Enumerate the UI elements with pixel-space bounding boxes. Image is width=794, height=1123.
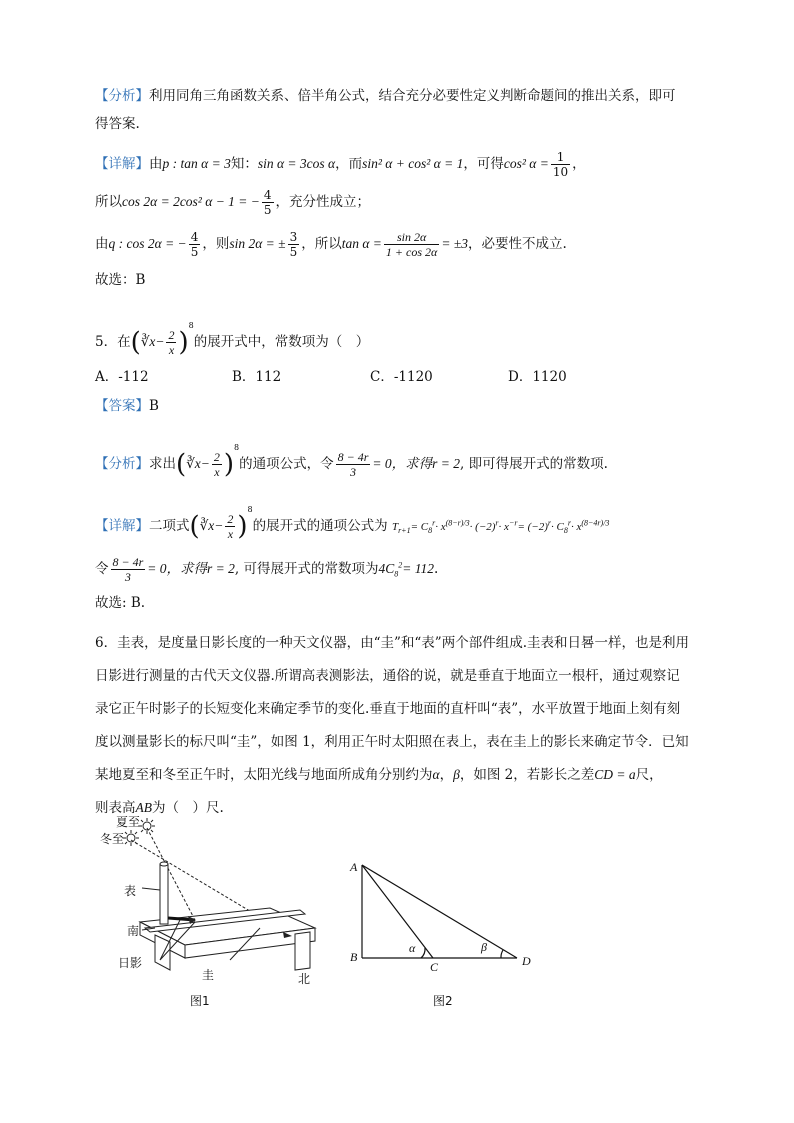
math-expr: sin 2α = ± [229,236,286,251]
superscript: (8−r)/3 [445,518,470,528]
separator: ， [439,767,454,783]
numerator: 4 [190,230,199,244]
text: 求出 [149,456,176,472]
fraction [166,328,176,357]
text: , 可得展开式的常数项为 [234,561,379,577]
text: . [434,561,439,577]
minus: − [200,456,210,471]
option-value: 112 [255,369,282,385]
detail-5-line-1 [95,500,609,541]
minus: − [155,334,165,349]
vertex-a: A [350,860,358,874]
biao-pole [160,862,168,924]
vertex-d: D [522,954,531,968]
q6-line-4 [95,732,689,752]
denominator: 5 [190,245,199,259]
denominator: x [227,527,234,541]
q6-text: 尺， [635,767,663,783]
subscript: 8 [563,526,568,536]
text: 所以 [95,194,122,210]
math-expr: = 112 [402,561,434,576]
analysis-line-1 [95,86,676,106]
alpha-symbol: α [432,767,440,782]
q6-text: 为（ ）尺. [152,800,224,816]
q6-text: 某地夏至和冬至正午时，太阳光线与地面所成角分别约为 [95,767,433,783]
label-shadow: 日影 [118,956,143,970]
figure-1-caption: 图1 [190,994,210,1008]
open-paren: ( [130,327,141,358]
option-a[interactable] [95,365,149,385]
superscript: 2 [398,560,403,570]
analysis-tag: 【分析】 [95,456,149,472]
open-paren: ( [189,511,200,542]
option-label: A． [95,369,119,385]
fraction [111,555,146,584]
text: , 即可得展开式的常数项. [460,456,608,472]
subscript: r+1 [398,526,411,536]
label-north: 北 [298,972,311,986]
conclusion-text: 故选：B [95,272,146,288]
math-expr: = 0，求得 [147,561,208,576]
text: 二项式 [149,518,190,534]
text: ，充分性成立； [275,194,371,210]
label-winter: 冬至 [100,832,125,846]
detail-line-3 [95,230,567,259]
analysis-5 [95,438,608,479]
q6-line-2 [95,666,680,686]
q6-text: 则表高 [95,800,136,816]
option-value: -112 [118,369,149,385]
numerator: 2 [213,450,220,464]
denominator: 3 [350,465,357,479]
numerator: sin 2α [384,230,439,245]
question-text: 的展开式中，常数项为（ ） [193,334,370,350]
math-expr: 4C [378,561,395,576]
option-d[interactable] [508,365,567,385]
figure-2-caption: 图2 [433,994,453,1008]
math-expr: = 0，求得 [372,456,433,471]
cube-root: ∛x [199,518,215,533]
fraction [288,230,300,259]
detail-tag: 【详解】 [95,518,149,534]
math-expr: sin α = 3cos α [257,156,336,171]
option-value: -1120 [393,369,433,385]
denominator: x [168,343,175,357]
detail-5-line-2 [95,555,438,585]
label-south: 南 [127,924,140,938]
detail-5-conclusion [95,593,145,613]
vertex-c: C [430,960,439,974]
numerator: 1 [551,150,570,165]
cube-root: ∛x [186,456,201,471]
open-paren: ( [176,449,187,480]
label-gui: 圭 [202,968,215,982]
detail-line-1 [95,150,586,179]
superscript: −r [508,518,518,528]
numerator: 2 [168,328,175,342]
math-expr: sin² α + cos² α = 1 [362,156,464,171]
detail-line-2 [95,188,370,217]
math-expr: r = 2 [207,561,235,576]
text: ，必要性不成立. [467,236,567,252]
option-value: 1120 [532,369,567,385]
math-expr: = ±3 [441,236,468,251]
question-number: 5．在 [95,334,131,350]
q6-text: 录它正午时影子的长短变化来确定季节的变化.垂直于地面的直杆叫“表”，水平放置于地面上刻有刻 [95,701,681,717]
detail-conclusion [95,270,145,290]
angle-alpha-label: α [409,941,416,955]
subscript: 8 [428,526,433,536]
analysis-text-cont: 得答案. [95,116,140,132]
exponent: 8 [234,443,240,452]
numerator: 4 [263,188,272,202]
option-label: D． [508,369,533,385]
angle-beta-arc [501,950,503,958]
text: 知： [230,156,258,172]
math-expr: · C [551,521,564,533]
answer-line [95,396,159,416]
superscript: r [547,518,551,528]
angle-beta-label: β [481,940,487,954]
exponent: 8 [188,321,194,330]
option-label: C． [370,369,394,385]
question-5 [95,316,369,357]
term-symbol: T [391,521,399,533]
minus: − [214,518,224,533]
text: ，则 [202,236,230,252]
analysis-text: 利用同角三角函数关系、倍半角公式，结合充分必要性定义判断命题间的推出关系，即可 [149,88,676,104]
math-expr: = (−2) [517,521,548,533]
q6-text: 度以测量影长的标尺叫“圭”，如图 1，利用正午时太阳照在表上，表在圭上的影长来确定节令．已知 [95,734,689,750]
math-expr: · x [498,521,509,533]
math-expr: p : tan α = 3 [162,156,231,171]
text: ，所以 [301,236,342,252]
math-expr: = C [410,521,429,533]
conclusion-text: 故选: B. [95,595,146,611]
summer-sun-icon [139,818,155,834]
math-expr: q : cos 2α = − [108,236,187,251]
denominator: 10 [552,165,569,179]
text: 的通项公式，令 [239,456,334,472]
subscript: 8 [394,569,399,579]
q6-line-5 [95,765,663,785]
numerator: 8 − 4r [337,450,369,464]
numerator: 8 − 4r [112,555,144,569]
numerator: 3 [289,230,298,244]
q6-text: 日影进行测量的古代天文仪器.所谓高表测影法，通俗的说，就是垂直于地面立一根杆，通过观察记 [95,668,680,684]
side-ac [362,865,433,958]
analysis-line-2 [95,114,140,134]
math-expr: cos² α = [503,156,549,171]
math-expr: · x [435,521,446,533]
fraction [225,512,235,541]
numerator: 2 [227,512,234,526]
side-ad [362,865,517,958]
denominator: x [214,465,220,479]
vertex-b: B [350,950,358,964]
superscript: r [495,518,499,528]
option-c[interactable] [370,365,433,385]
math-expr: AB [135,800,152,815]
general-term [391,518,610,536]
option-b[interactable] [232,365,281,385]
math-expr: tan α = [341,236,382,251]
text: ，可得 [463,156,504,172]
denominator: 3 [124,570,131,584]
denominator: 1 + cos 2α [385,245,438,259]
option-label: B． [232,369,256,385]
beta-symbol: β [453,767,460,782]
figure-2-triangle [345,855,545,975]
fraction [551,150,570,179]
superscript: r [567,518,571,528]
cube-root: ∛x [140,334,156,349]
exponent: 8 [247,505,253,514]
fraction [384,230,439,259]
fraction [212,450,222,479]
analysis-tag: 【分析】 [95,88,149,104]
q6-line-1 [95,633,689,653]
answer-value: B [149,398,159,414]
math-expr: CD = a [594,767,636,782]
answer-tag: 【答案】 [95,398,149,414]
math-expr: · (−2) [469,521,496,533]
close-paren: ) [237,511,248,542]
text: 令 [95,561,109,577]
angle-alpha-arc [421,948,425,958]
label-summer: 夏至 [116,815,141,829]
q6-text: 6．圭表，是度量日影长度的一种天文仪器，由“圭”和“表”两个部件组成.圭表和日晷一样，也是利用 [95,635,689,651]
math-expr: cos 2α = 2cos² α − 1 = − [122,194,260,209]
math-expr: · x [570,521,582,533]
result-expr [378,560,435,579]
label-biao: 表 [124,884,137,898]
close-paren: ) [178,327,189,358]
superscript: r [432,518,436,528]
superscript: (8−4r)/3 [581,518,610,528]
q6-text: ，如图 2，若影长之差 [459,767,595,783]
text: 的展开式的通项公式为 [252,518,388,534]
q6-line-3 [95,699,680,719]
denominator: 5 [289,245,298,259]
detail-tag: 【详解】 [95,156,149,172]
math-expr: r = 2 [432,456,461,471]
close-paren: ) [223,449,235,480]
text: 由 [95,236,109,252]
fraction [336,450,371,479]
fraction [189,230,201,259]
text: 由 [149,156,163,172]
text: ，而 [335,156,363,172]
denominator: 5 [263,203,272,217]
fraction [262,188,274,217]
text: ， [572,156,586,172]
